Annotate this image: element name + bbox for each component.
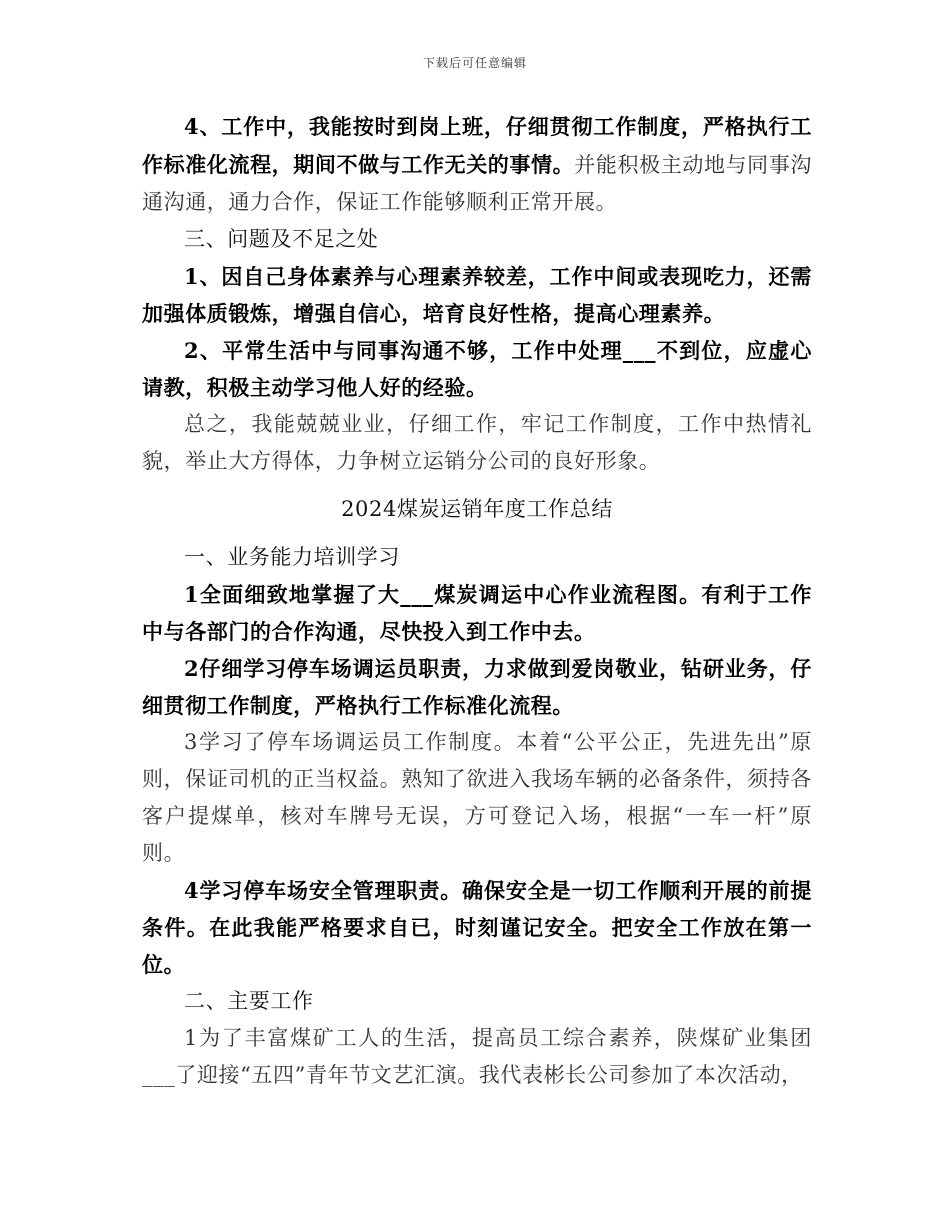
paragraph-training-3: 3学习了停车场调运员工作制度。本着“公平公正，先进先出”原则，保证司机的正当权益。熟知了欲进入我场车辆的必备条件，须持各客户提煤单，核对车牌号无误，方可登记入场，根据“一车一杆”原则。 [142, 730, 812, 865]
paragraph-work-discipline-normal: 并能积极主动地与同事沟通沟通，通力合作，保证工作能够顺利正常开展。 [142, 153, 812, 214]
paragraph-main-work-1: 1为了丰富煤矿工人的生活，提高员工综合素养，陕煤矿业集团___了迎接“五四”青年节文艺汇演。我代表彬长公司参加了本次活动， [142, 1026, 812, 1087]
section-heading-training: 一、业务能力培训学习 [184, 545, 400, 569]
page-header: 下载后可任意编辑 [422, 56, 527, 70]
paragraph-work-discipline [142, 108, 812, 221]
section-heading-problems: 三、问题及不足之处 [184, 227, 379, 251]
paragraph-problem-1: 1、因自己身体素养与心理素养较差，工作中间或表现吃力，还需加强体质锻炼，增强自信心，培育良好性格，提高心理素养。 [142, 264, 812, 326]
paragraph-training-2: 2仔细学习停车场调运员职责，力求做到爱岗敬业，钻研业务，仔细贯彻工作制度，严格执行工作标准化流程。 [142, 656, 812, 718]
paragraph-summary: 总之，我能兢兢业业，仔细工作，牢记工作制度，工作中热情礼貌，举止大方得体，力争树立运销分公司的良好形象。 [142, 412, 812, 473]
section-heading-main-work: 二、主要工作 [184, 989, 314, 1013]
document-title: 2024煤炭运销年度工作总结 [341, 497, 613, 521]
paragraph-work-discipline-bold: 4、工作中，我能按时到岗上班，仔细贯彻工作制度，严格执行工作标准化流程，期间不做与工作无关的事情。 [142, 114, 812, 177]
paragraph-problem-2: 2、平常生活中与同事沟通不够，工作中处理___不到位，应虚心请教，积极主动学习他人好的经验。 [142, 338, 812, 400]
paragraph-training-4: 4学习停车场安全管理职责。确保安全是一切工作顺利开展的前提条件。在此我能严格要求自已，时刻谨记安全。把安全工作放在第一位。 [142, 878, 812, 977]
paragraph-training-1: 1全面细致地掌握了大___煤炭调运中心作业流程图。有利于工作中与各部门的合作沟通，尽快投入到工作中去。 [142, 582, 812, 644]
document-body [142, 108, 812, 1094]
